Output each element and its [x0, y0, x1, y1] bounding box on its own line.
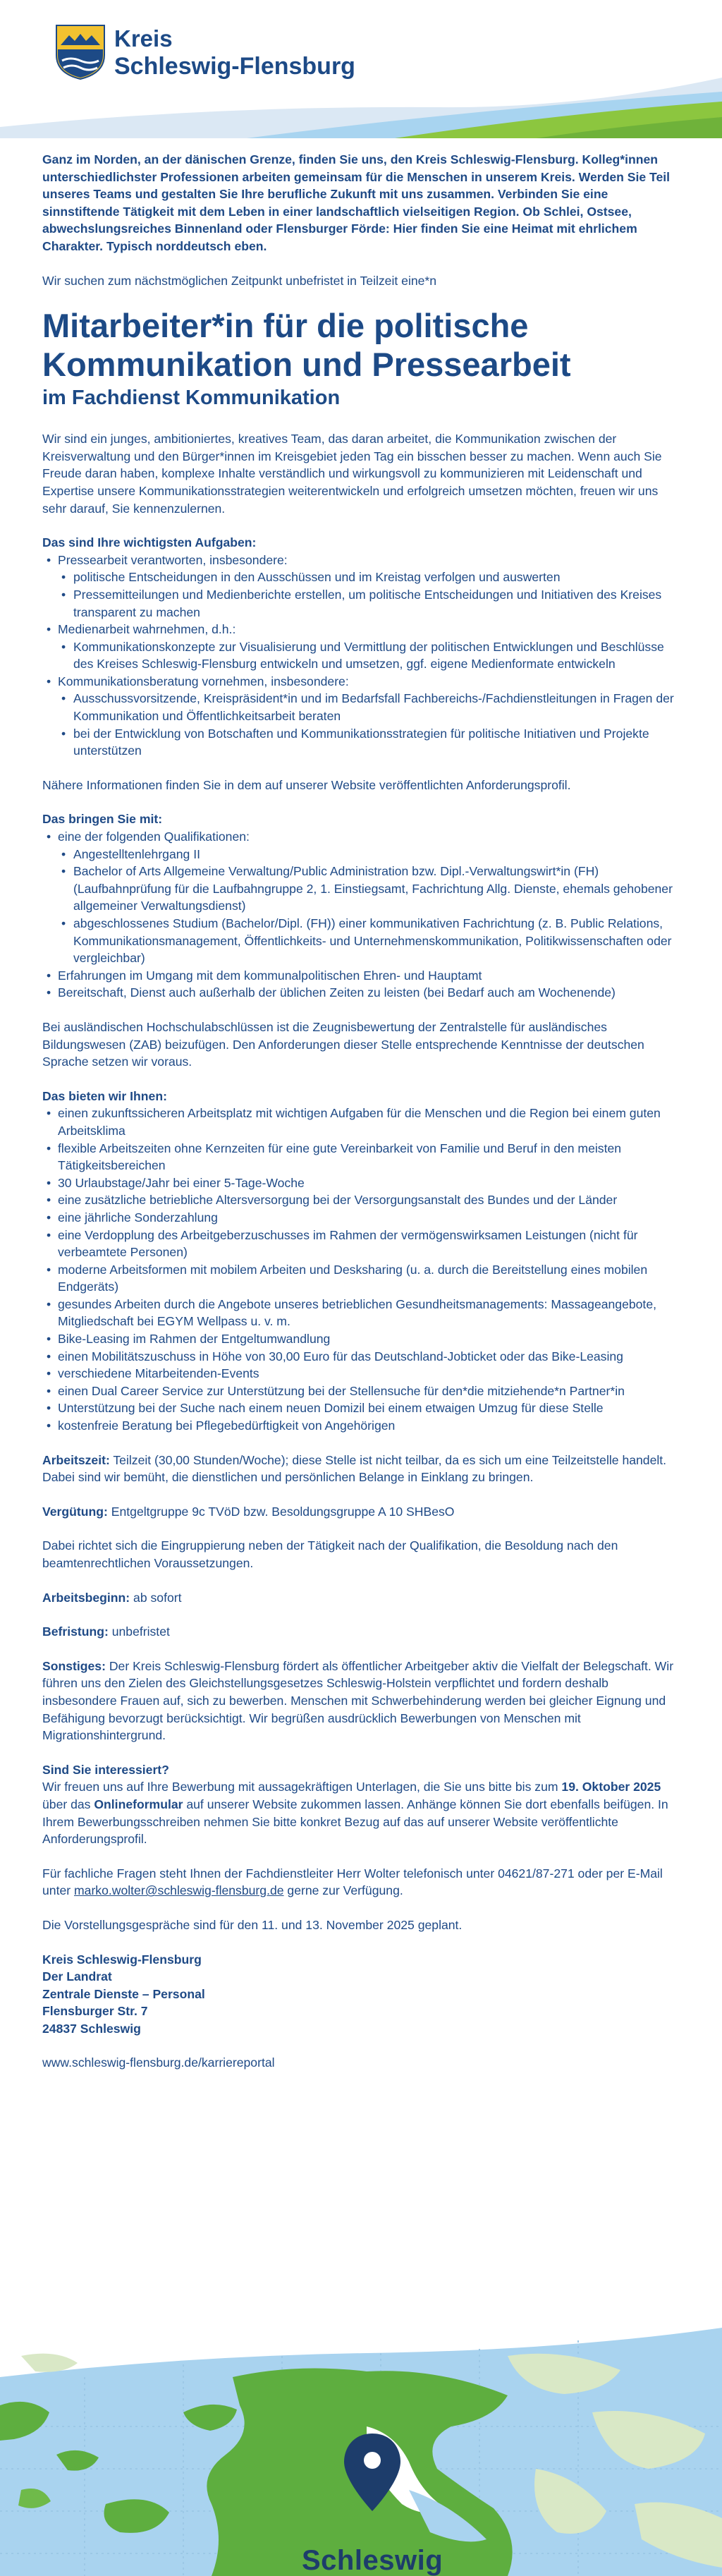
list-item: • eine zusätzliche betriebliche Altersversorgung bei der Versorgungsanstalt des Bundes und der Länder [42, 1191, 680, 1209]
intro-text: Ganz im Norden, an der dänischen Grenze, finden Sie uns, den Kreis Schleswig-Flensburg. Kolleg*innen unterschiedlichster Professionen arbeiten gemeinsam für die Menschen in unserem Kreis. Werden Sie Teil unseres Teams und gestalten Sie Ihre berufliche Zukunft mit uns zusammen. Verbinden Sie eine sinnstiftende Tätigkeit mit dem Leben in einer landschaftlich vielseitigen Region. Ob Schlei, Ostsee, abwechslungsreiches Binnenland oder Flensburger Förde: Hier finden Sie eine Heimat mit ehrlichem Charakter. Typisch norddeutsch eben. [42, 152, 671, 253]
requirements-title: Das bringen Sie mit: [42, 812, 163, 827]
list-item: • politische Entscheidungen in den Ausschüssen und im Kreistag verfolgen und auswerten [58, 569, 680, 586]
list-item: • Pressemitteilungen und Medienberichte erstellen, um politische Entscheidungen und Initiativen des Kreises transparent zu machen [58, 586, 680, 621]
job-posting-content [42, 151, 680, 2089]
list-item: • Angestelltenlehrgang II [58, 846, 680, 863]
sub-list [58, 638, 680, 673]
list-item-label: eine der folgenden Qualifikationen: [58, 830, 250, 844]
address-line-1: Kreis Schleswig-Flensburg [42, 1952, 202, 1967]
online-form-link[interactable]: Onlineformular [94, 1797, 183, 1811]
apply-paragraph [42, 1761, 680, 1848]
list-item: • einen zukunftssicheren Arbeitsplatz mit wichtigen Aufgaben für die Menschen und die Region bei einem guten Arbeitsklima [42, 1105, 680, 1139]
apply-deadline: 19. Oktober 2025 [561, 1780, 661, 1794]
sub-list [58, 690, 680, 759]
footer-place-name: Schleswig [302, 2545, 443, 2576]
befristung-paragraph [42, 1623, 680, 1641]
address-line-2: Der Landrat [42, 1969, 112, 1984]
list-item [42, 828, 680, 967]
address-line-4: Flensburger Str. 7 [42, 2004, 148, 2019]
verguetung-paragraph [42, 1503, 680, 1521]
list-item [42, 552, 680, 621]
arbeitsbeginn-paragraph [42, 1589, 680, 1607]
sonstiges-paragraph [42, 1658, 680, 1744]
list-item: • flexible Arbeitszeiten ohne Kernzeiten für eine gute Vereinbarkeit von Familie und Beruf in den meisten Tätigkeitsbereichen [42, 1140, 680, 1174]
header [0, 0, 722, 138]
sub-list [58, 846, 680, 967]
tasks-list [42, 552, 680, 760]
list-item [42, 621, 680, 673]
team-text: Wir sind ein junges, ambitioniertes, kreatives Team, das daran arbeitet, die Kommunikation zwischen der Kreisverwaltung und den Bürger*innen im Kreisgebiet jeden Tag ein bisschen besser zu machen. Wenn auch Sie Freude daran haben, komplexe Inhalte verständlich und wirkungsvoll zu kommunizieren mit Leidenschaft und Expertise unsere Kommunikationsstrategien weiterentwickeln und erfolgreich umsetzen möchten, freuen wir uns sehr darauf, Sie kennenzulernen. [42, 432, 662, 516]
list-item: • Bachelor of Arts Allgemeine Verwaltung/Public Administration bzw. Dipl.-Verwaltungswirt*in (FH) (Laufbahnprüfung für die Laufbahngruppe 2, 1. Einstiegsamt, Fachrichtung Allg. Dienste, ehemals gehobener allgemeiner Verwaltungsdienst) [58, 863, 680, 915]
contact-text-2: gerne zur Verfügung. [283, 1883, 403, 1898]
foreign-degree-text: Bei ausländischen Hochschulabschlüssen ist die Zeugnisbewertung der Zentralstelle für ausländisches Bildungswesen (ZAB) beizufügen. Den Anforderungen dieser Stelle entsprechende Kenntnisse der deutschen Sprache setzen wir voraus. [42, 1019, 644, 1069]
address-line-5: 24837 Schleswig [42, 2021, 141, 2036]
list-item: • Bereitschaft, Dienst auch außerhalb der üblichen Zeiten zu leisten (bei Bedarf auch am Wochenende) [42, 984, 680, 1002]
arbeitsbeginn-text: ab sofort [130, 1590, 182, 1605]
list-item: • Ausschussvorsitzende, Kreispräsident*in und im Bedarfsfall Fachbereichs-/Fachdienstleitungen in Fragen der Kommunikation und Öffentlichkeitsarbeit beraten [58, 690, 680, 724]
verguetung-text: Entgeltgruppe 9c TVöD bzw. Besoldungsgruppe A 10 SHBesO [107, 1504, 455, 1519]
brand-line-2: Schleswig-Flensburg [114, 53, 355, 80]
list-item: • Kommunikationskonzepte zur Visualisierung und Vermittlung der politischen Entwicklungen und Beschlüsse des Kreises Schleswig-Flensburg entwickeln und umsetzen, ggf. eigene Medienformate entwickeln [58, 638, 680, 673]
contact-text-1: Für fachliche Fragen steht Ihnen der Fachdienstleiter Herr Wolter telefonisch unter 04621/87-271 oder per E-Mail unter [42, 1866, 663, 1898]
list-item-label: Kommunikationsberatung vornehmen, insbesondere: [58, 674, 349, 688]
arbeitszeit-label: Arbeitszeit: [42, 1452, 110, 1467]
job-title-line-1: Mitarbeiter*in für die politische [42, 307, 529, 345]
contact-email-link[interactable]: marko.wolter@schleswig-flensburg.de [74, 1883, 284, 1898]
apply-question: Sind Sie interessiert? [42, 1762, 169, 1777]
tasks-title: Das sind Ihre wichtigsten Aufgaben: [42, 535, 257, 550]
befristung-label: Befristung: [42, 1624, 109, 1639]
footer-map [0, 2328, 722, 2576]
coat-of-arms-logo [55, 24, 106, 80]
list-item: • abgeschlossenes Studium (Bachelor/Dipl. (FH)) einer kommunikativen Fachrichtung (z. B. Public Relations, Kommunikationsmanagement, Öffentlichkeits- und Unternehmenskommunikation, Politikwissenschaften oder vergleichbar) [58, 915, 680, 967]
offers-list [42, 1105, 680, 1434]
job-title-line-2: Kommunikation und Pressearbeit [42, 346, 571, 384]
list-item: • Bike-Leasing im Rahmen der Entgeltumwandlung [42, 1330, 680, 1348]
apply-text-3: auf unserer Website zukommen lassen. Anhänge können Sie dort ebenfalls beifügen. In Ihrem Bewerbungsschreiben nehmen Sie bitte konkret Bezug auf das auf unserer Website veröffentlichte Anforderungsprofil. [42, 1797, 668, 1847]
list-item: • Erfahrungen im Umgang mit dem kommunalpolitischen Ehren- und Hauptamt [42, 967, 680, 985]
apply-text-1: Wir freuen uns auf Ihre Bewerbung mit aussagekräftigen Unterlagen, die Sie uns bitte bis zum [42, 1780, 562, 1794]
region-map-illustration [0, 2328, 722, 2576]
list-item: • bei der Entwicklung von Botschaften und Kommunikationsstrategien für politische Initiativen und Projekte unterstützen [58, 725, 680, 760]
sonstiges-label: Sonstiges: [42, 1658, 106, 1673]
list-item: • 30 Urlaubstage/Jahr bei einer 5-Tage-Woche [42, 1174, 680, 1192]
interviews-text: Die Vorstellungsgespräche sind für den 11. und 13. November 2025 geplant. [42, 1917, 463, 1932]
brand-name [114, 25, 355, 80]
verguetung-label: Vergütung: [42, 1504, 108, 1519]
list-item [42, 673, 680, 760]
sonstiges-text: Der Kreis Schleswig-Flensburg fördert als öffentlicher Arbeitgeber aktiv die Vielfalt der Belegschaft. Wir führen uns den Zielen des Gleichstellungsgesetzes Schleswig-Holstein verpflichtet und fordern deshalb insbesondere Frauen auf, sich zu bewerben. Menschen mit Schwerbehinderung werden bei gleicher Eignung und Befähigung bevorzugt berücksichtigt. Wir begrüßen ausdrücklich Bewerbungen von Menschen mit Migrationshintergrund. [42, 1658, 674, 1743]
offers-title: Das bieten wir Ihnen: [42, 1088, 167, 1103]
eingruppierung-text: Dabei richtet sich die Eingruppierung neben der Tätigkeit nach der Qualifikation, die Besoldung nach den beamtenrechtlichen Voraussetzungen. [42, 1538, 618, 1570]
brand-line-1: Kreis [114, 25, 173, 51]
list-item: • Unterstützung bei der Suche nach einem neuen Domizil bei einem etwaigen Umzug für diese Stelle [42, 1399, 680, 1417]
list-item: • moderne Arbeitsformen mit mobilem Arbeiten und Desksharing (u. a. durch die Bereitstellung eines mobilen Endgeräts) [42, 1261, 680, 1296]
arbeitsbeginn-label: Arbeitsbeginn: [42, 1590, 130, 1605]
sub-list [58, 569, 680, 621]
list-item: • einen Dual Career Service zur Unterstützung bei der Stellensuche für den*die mitziehende*n Partner*in [42, 1383, 680, 1400]
arbeitszeit-paragraph [42, 1452, 680, 1486]
website-link[interactable]: www.schleswig-flensburg.de/karriereportal [42, 2055, 275, 2070]
header-swoosh [0, 78, 722, 138]
address-block [42, 1951, 680, 2038]
address-line-3: Zentrale Dienste – Personal [42, 1986, 205, 2001]
more-info-text: Nähere Informationen finden Sie in dem auf unserer Website veröffentlichten Anforderungsprofil. [42, 777, 571, 792]
list-item: • gesundes Arbeiten durch die Angebote unseres betrieblichen Gesundheitsmanagements: Massageangebote, Mitgliedschaft bei EGYM Wellpass u. v. m. [42, 1296, 680, 1330]
list-item: • verschiedene Mitarbeitenden-Events [42, 1365, 680, 1383]
job-title [42, 306, 680, 384]
list-item-label: Pressearbeit verantworten, insbesondere: [58, 552, 288, 567]
befristung-text: unbefristet [108, 1624, 170, 1639]
job-subtitle: im Fachdienst Kommunikation [42, 387, 341, 410]
arbeitszeit-text: Teilzeit (30,00 Stunden/Woche); diese Stelle ist nicht teilbar, da es sich um eine Teilzeitstelle handelt. Dabei sind wir bemüht, die dienstlichen und persönlichen Belange in Einklang zu bringen. [42, 1452, 667, 1485]
requirements-list [42, 828, 680, 1002]
list-item: • einen Mobilitätszuschuss in Höhe von 30,00 Euro für das Deutschland-Jobticket oder das Bike-Leasing [42, 1348, 680, 1366]
search-line: Wir suchen zum nächstmöglichen Zeitpunkt unbefristet in Teilzeit eine*n [42, 273, 437, 288]
list-item: • eine Verdopplung des Arbeitgeberzuschusses im Rahmen der vermögenswirksamen Leistungen (nicht für verbeamtete Personen) [42, 1227, 680, 1261]
list-item: • eine jährliche Sonderzahlung [42, 1209, 680, 1227]
list-item: • kostenfreie Beratung bei Pflegebedürftigkeit von Angehörigen [42, 1417, 680, 1435]
apply-text-2: über das [42, 1797, 94, 1811]
list-item-label: Medienarbeit wahrnehmen, d.h.: [58, 622, 236, 637]
contact-paragraph [42, 1865, 680, 1900]
